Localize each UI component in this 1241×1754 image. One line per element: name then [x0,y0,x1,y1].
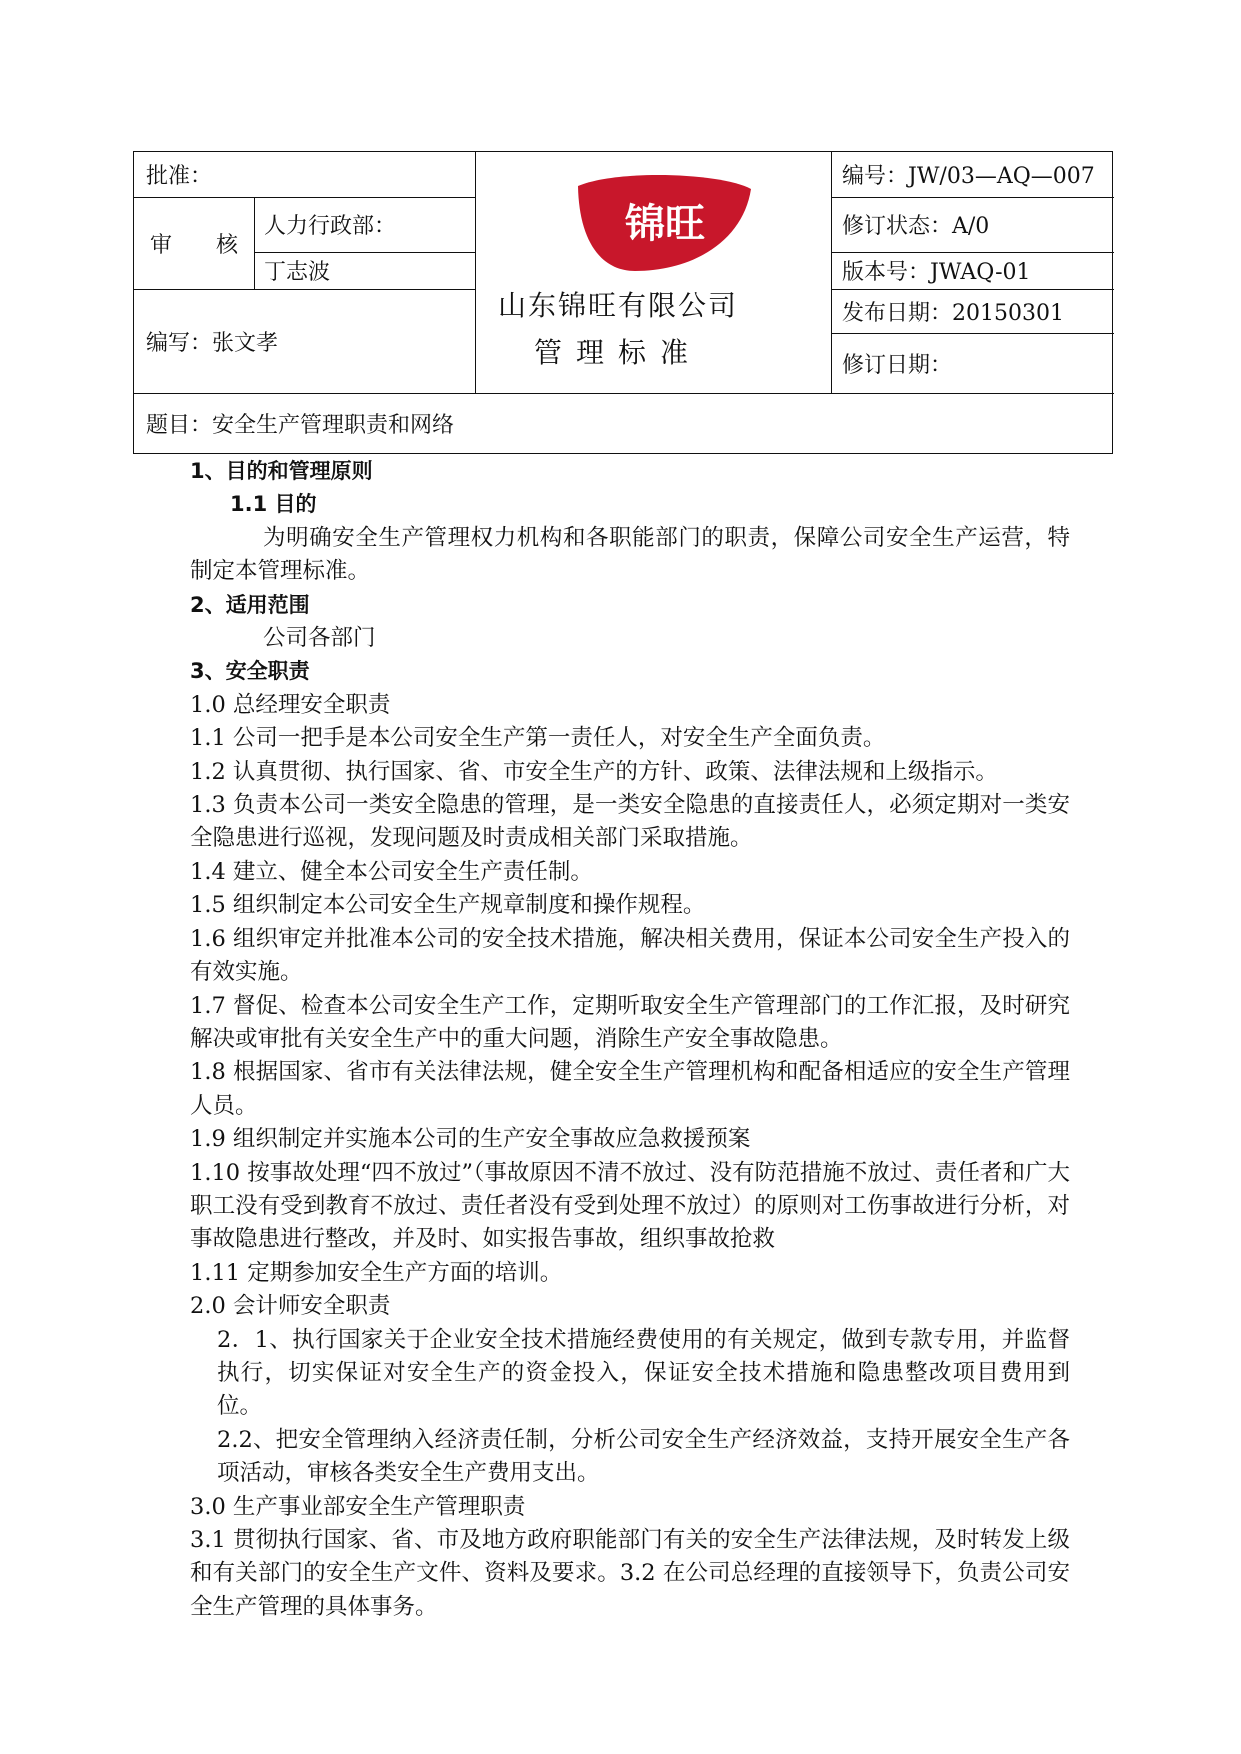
doc-number: 编号：JW/03—AQ—007 [842,164,1095,189]
section-heading: 3、安全职责 [190,659,310,684]
list-item: 1.1 公司一把手是本公司安全生产第一责任人，对安全生产全面负责。 [190,725,886,752]
document-body [190,455,1070,1624]
list-item: 1.11 定期参加安全生产方面的培训。 [190,1259,563,1286]
publish-date: 发布日期：20150301 [842,300,1064,326]
revision-state: 修订状态：A/0 [842,214,990,239]
revise-date: 修订日期： [842,352,953,378]
approve-label: 批准： [146,164,213,189]
list-item: 1.8 根据国家、省市有关法律法规，健全安全生产管理机构和配备相适应的安全生产管理人员。 [190,1059,1070,1119]
company-name: 山东锦旺有限公司 [497,289,738,322]
paragraph: 公司各部门 [263,625,376,652]
section-heading: 2、适用范围 [190,592,310,617]
list-item: 1.4 建立、健全本公司安全生产责任制。 [190,858,593,885]
list-item: 1.9 组织制定并实施本公司的生产安全事故应急救援预案 [190,1126,751,1153]
section-heading: 1、目的和管理原则 [190,459,373,483]
company-logo [573,171,753,281]
list-item: 1.6 组织审定并批准本公司的安全技术措施，解决相关费用，保证本公司安全生产投入的有效实施。 [190,925,1070,986]
author-label: 编写：张文孝 [146,330,279,356]
paragraph: 为明确安全生产管理权力机构和各职能部门的职责，保障公司安全生产运营，特制定本管理标准。 [190,524,1070,585]
list-item: 1.5 组织制定本公司安全生产规章制度和操作规程。 [190,892,706,919]
list-item: 1.0 总经理安全职责 [190,691,391,718]
list-item: 3.1 贯彻执行国家、省、市及地方政府职能部门有关的安全生产法律法规，及时转发上级和有关部门的安全生产文件、资料及要求。3.2 在公司总经理的直接领导下，负责公司安全生产管理的具体事务。 [190,1527,1070,1620]
list-item: 2．1、执行国家关于企业安全技术措施经费使用的有关规定，做到专款专用，并监督执行，切实保证对安全生产的资金投入，保证安全技术措施和隐患整改项目费用到位。 [217,1326,1070,1420]
list-item: 3.0 生产事业部安全生产管理职责 [190,1493,526,1520]
document-title: 题目：安全生产管理职责和网络 [146,412,455,438]
subsection-heading: 1.1 目的 [230,492,317,517]
logo-text: 锦旺 [625,201,705,247]
version-number: 版本号：JWAQ-01 [842,260,1031,285]
list-item: 1.3 负责本公司一类安全隐患的管理，是一类安全隐患的直接责任人，必须定期对一类安全隐患进行巡视，发现问题及时责成相关部门采取措施。 [190,792,1070,852]
list-item: 1.7 督促、检查本公司安全生产工作，定期听取安全生产管理部门的工作汇报，及时研究解决或审批有关安全生产中的重大问题，消除生产安全事故隐患。 [190,992,1070,1052]
standard-label: 管理标准 [533,336,702,369]
review-dept: 人力行政部： [264,214,397,239]
review-person: 丁志波 [264,260,331,285]
list-item: 1.10 按事故处理“四不放过”（事故原因不清不放过、没有防范措施不放过、责任者和广大职工没有受到教育不放过、责任者没有受到处理不放过）的原则对工伤事故进行分析，对事故隐患进行整改，并及时、如实报告事故，组织事故抢救 [190,1159,1070,1253]
review-label: 审 核 [150,232,239,258]
list-item: 1.2 认真贯彻、执行国家、省、市安全生产的方针、政策、法律法规和上级指示。 [190,758,998,785]
list-item: 2.2、把安全管理纳入经济责任制，分析公司安全生产经济效益，支持开展安全生产各项活动，审核各类安全生产费用支出。 [217,1426,1070,1487]
list-item: 2.0 会计师安全职责 [190,1293,391,1320]
